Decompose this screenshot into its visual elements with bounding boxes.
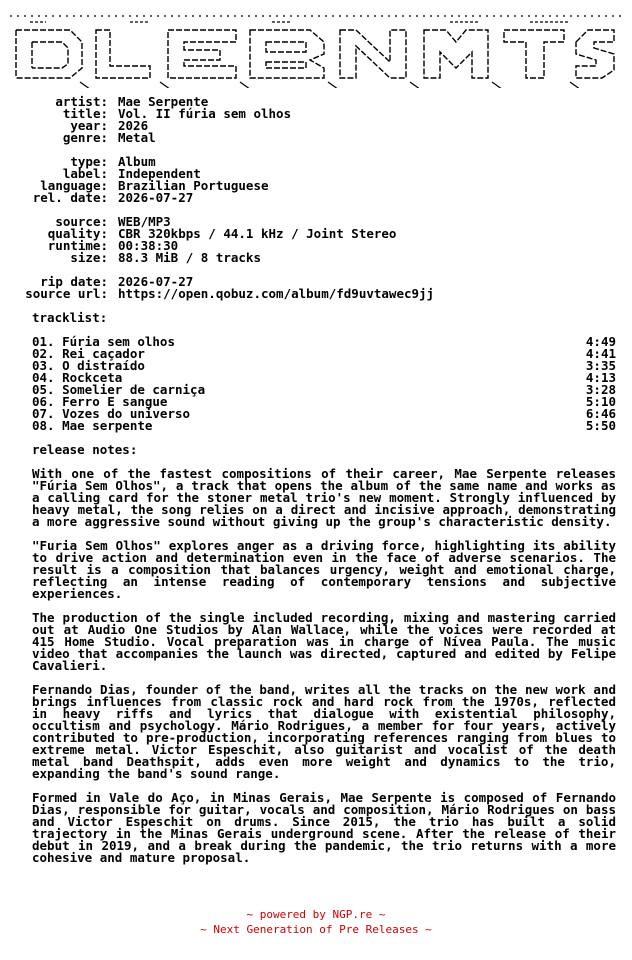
metadata-key: label: [62,166,108,181]
metadata-key: rel. date: [32,190,108,205]
metadata-key: source: [55,214,108,229]
track-duration: 4:41 [585,346,616,361]
release-note-paragraph: Formed in Vale do Aço, in Minas Gerais, Mae Serpente is composed of Fernando Dias, responsible for guitar, vocals and composition, Mário Rodrigues on bass and Victor Espeschit on drums. Since 2015, the trio has built a solid trajectory in the Minas Gerais underground scene. After the release of their debut in 2019, and a break during the pandemic, the trio returns with a more cohesive and mature proposal. [32,790,616,865]
metadata-value: Album [118,154,156,169]
release-notes-heading-label: release notes: [32,442,138,457]
metadata-key: title: [62,106,108,121]
footer [0,907,632,937]
track-duration: 4:49 [585,334,616,349]
metadata-key: language: [40,178,108,193]
tracklist-heading-label: tracklist: [32,310,108,325]
metadata-key: quality: [47,226,108,241]
metadata-key: source url: [25,286,108,301]
metadata-value: 2026 [118,118,149,133]
track-duration: 4:13 [585,370,616,385]
track-duration: 5:50 [585,418,616,433]
metadata-value: Metal [118,130,156,145]
release-metadata [0,96,632,300]
metadata-key: genre: [62,130,108,145]
track-title: 02. Rei caçador [32,346,145,361]
metadata-value: 2026-07-27 [118,274,194,289]
metadata-value: Independent [118,166,201,181]
metadata-value: Brazilian Portuguese [118,178,269,193]
metadata-value: https://open.qobuz.com/album/fd9uvtawec9jj [118,286,435,301]
track-title: 04. Rockceta [32,370,123,385]
release-note-paragraph: The production of the single included recording, mixing and mastering carried out at Audio One Studios by Alan Wallace, while the voices were recorded at 415 Home Studio. Vocal preparation was in charge of Nívea Paula. The music video that accompanies the launch was directed, captured and edited by Felipe Cavalieri. [32,610,616,673]
metadata-value: 88.3 MiB / 8 tracks [118,250,261,265]
tracklist [32,336,616,432]
metadata-value: WEB/MP3 [118,214,171,229]
track-title: 01. Fúria sem olhos [32,334,175,349]
footer-tagline: ~ Next Generation of Pre Releases ~ [200,923,432,936]
track-row [32,420,616,432]
track-duration: 3:28 [585,382,616,397]
track-title: 05. Somelier de carniça [32,382,206,397]
release-note-paragraph: "Furia Sem Olhos" explores anger as a driving force, highlighting its ability to drive action and determination even in the face of adverse scenarios. The result is a composition that balances urgency, weight and emotional charge, reflecting an intense reading of contemporary tensions and subjective experiences. [32,538,616,601]
metadata-value: CBR 320kbps / 44.1 kHz / Joint Stereo [118,226,397,241]
release-note-paragraph: Fernando Dias, founder of the band, writes all the tracks on the new work and brings influences from classic rock and hard rock from the 1970s, reflected in heavy riffs and lyrics that dialogue with existential philosophy, occultism and psychology. Mário Rodrigues, a member for four years, actively contributed to pre-production, incorporating references ranging from blues to extreme metal. Victor Espeschit, also guitarist and vocalist of the death metal band Deathspit, adds even more weight and dynamics to the trio, expanding the band's sound range. [32,682,616,781]
track-title: 06. Ferro E sangue [32,394,168,409]
track-duration: 6:46 [585,406,616,421]
metadata-row [0,288,632,300]
metadata-value: Mae Serpente [118,94,209,109]
metadata-key: type: [70,154,108,169]
ngp-ascii-logo [10,12,622,88]
tracklist-heading [32,312,616,324]
track-duration: 3:35 [585,358,616,373]
metadata-value: 2026-07-27 [118,190,194,205]
release-note-paragraph: With one of the fastest compositions of their career, Mae Serpente releases "Fúria Sem Olhos", a track that opens the album of the same name and works as a calling card for the stoner metal trio's new moment. Strongly influenced by heavy metal, the song relies on a direct and incisive approach, demonstrating a more aggressive sound without giving up the group's characteristic density. [32,466,616,529]
track-duration: 5:10 [585,394,616,409]
metadata-row [0,252,632,264]
metadata-key: rip date: [40,274,108,289]
metadata-key: runtime: [47,238,108,253]
metadata-value: Vol. II fúria sem olhos [118,106,292,121]
metadata-value: 00:38:30 [118,238,179,253]
release-notes-heading [32,444,616,456]
track-title: 08. Mae serpente [32,418,153,433]
metadata-key: year: [70,118,108,133]
metadata-row [0,192,632,204]
release-notes [32,468,616,876]
metadata-row [0,132,632,144]
metadata-key: artist: [55,94,108,109]
track-title: 07. Vozes do universo [32,406,191,421]
footer-powered-by: ~ powered by NGP.re ~ [246,908,386,921]
track-title: 03. O distraído [32,358,145,373]
metadata-key: size: [70,250,108,265]
